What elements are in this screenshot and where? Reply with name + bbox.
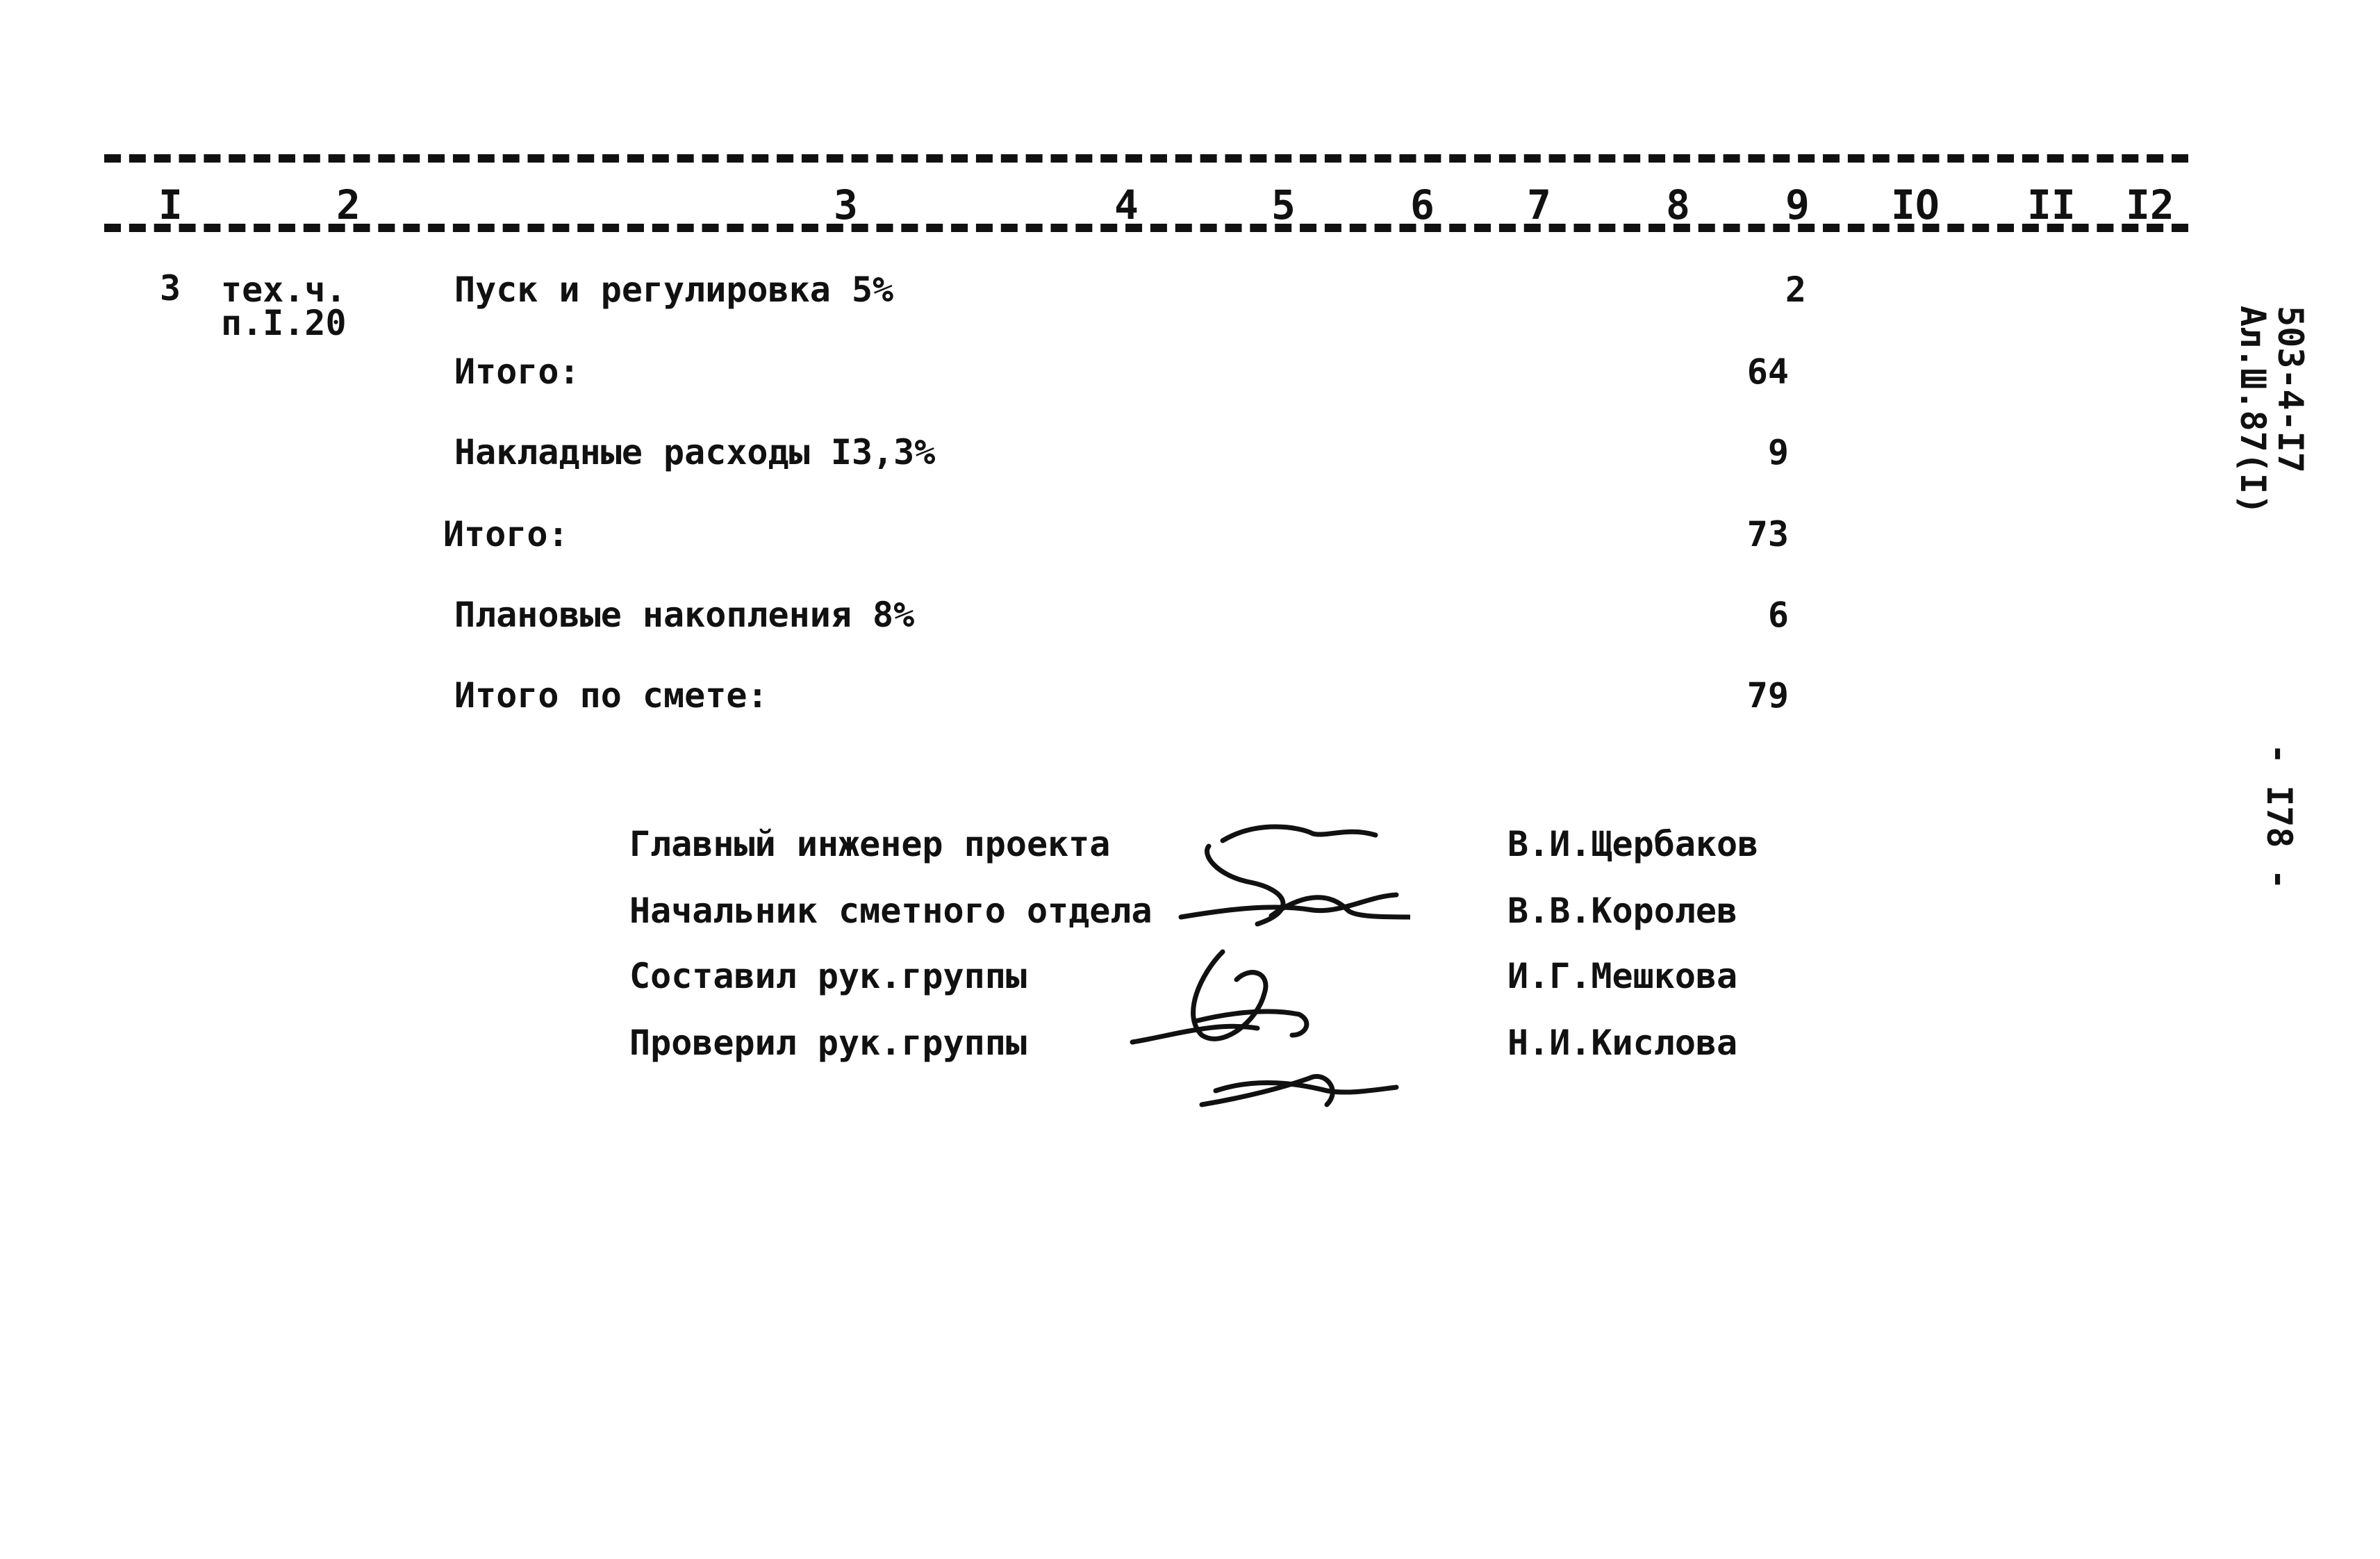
- column-number: 9: [1785, 181, 1810, 229]
- page-number: - I78 -: [2259, 743, 2299, 890]
- row-label: Пуск и регулировка 5%: [454, 270, 894, 310]
- column-number: 7: [1527, 181, 1551, 229]
- column-number: II: [2027, 181, 2076, 229]
- column-number: 6: [1410, 181, 1435, 229]
- column-number: I2: [2126, 181, 2174, 229]
- signer-role: Составил рук.группы: [629, 956, 1027, 996]
- row-value: 64: [1746, 352, 1789, 392]
- row-label: Накладные расходы I3,3%: [454, 432, 936, 472]
- signer-name: Н.И.Кислова: [1507, 1023, 1738, 1063]
- row-value: 9: [1767, 432, 1789, 472]
- row-value: 2: [1785, 270, 1806, 310]
- row-value: 73: [1746, 514, 1789, 554]
- row-label: Плановые накопления 8%: [454, 595, 915, 635]
- item-reference-line1: тех.ч.: [221, 270, 347, 310]
- document-code-line2: Ал.Ш.87(I): [2233, 306, 2273, 515]
- column-number: 8: [1666, 181, 1690, 229]
- signer-name: И.Г.Мешкова: [1507, 956, 1738, 996]
- column-number: 4: [1114, 181, 1139, 229]
- column-number: 2: [336, 181, 361, 229]
- header-rule-top: [104, 154, 2188, 163]
- row-value: 79: [1746, 675, 1789, 716]
- signer-name: В.И.Щербаков: [1507, 824, 1759, 864]
- document-code-line1: 503-4-I7: [2270, 306, 2311, 473]
- item-reference-line2: п.I.20: [221, 303, 347, 343]
- item-number: 3: [160, 268, 181, 308]
- row-label: Итого по смете:: [454, 675, 768, 716]
- column-number: 3: [834, 181, 858, 229]
- column-number: I: [158, 181, 183, 229]
- header-rule-bottom: [104, 224, 2188, 232]
- row-label: Итого:: [454, 352, 580, 392]
- signer-role: Проверил рук.группы: [629, 1023, 1027, 1063]
- signer-role: Главный инженер проекта: [629, 824, 1111, 864]
- column-number: IO: [1891, 181, 1940, 229]
- signer-role: Начальник сметного отдела: [629, 891, 1152, 931]
- handwritten-signature: [1118, 813, 1410, 1119]
- row-label: Итого:: [443, 514, 569, 554]
- row-value: 6: [1767, 595, 1789, 635]
- signer-name: В.В.Королев: [1507, 891, 1738, 931]
- column-number: 5: [1271, 181, 1296, 229]
